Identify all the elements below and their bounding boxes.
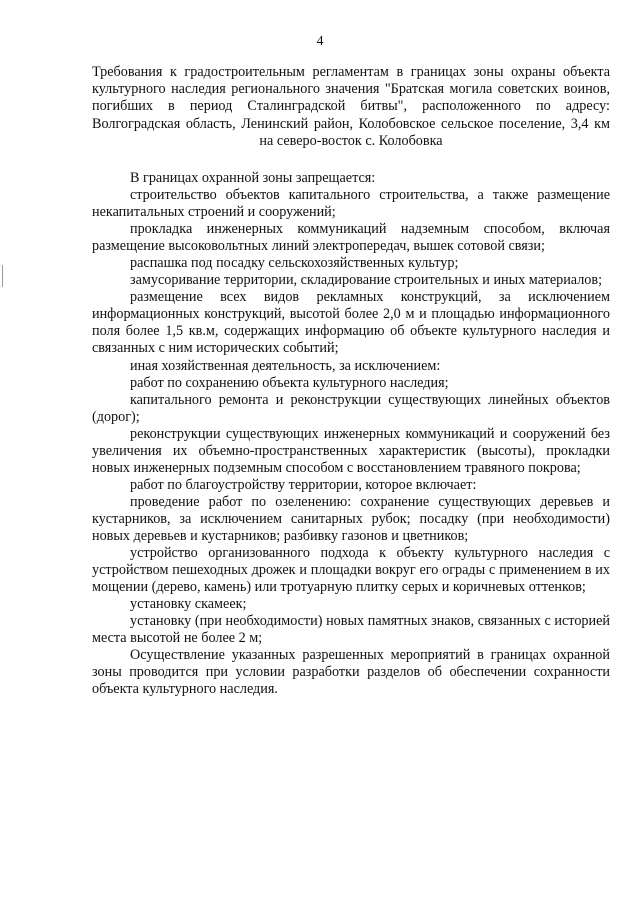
paragraph: В границах охранной зоны запрещается: (130, 170, 376, 186)
paragraph: работ по благоустройству территории, которое включает: (130, 476, 477, 493)
paragraph: замусоривание территории, складирование строительных и иных материалов; (130, 272, 603, 289)
page-number: 4 (316, 34, 324, 49)
paragraph: Осуществление указанных разрешенных мероприятий в границах охранной зоны проводится при условии разработки разделов об обеспечении сохранности объекта культурного наследия. (92, 647, 610, 698)
paragraph: размещение всех видов рекламных конструкций, за исключением информационных конструкций, высотой более 2,0 м и площадью информационного поля более 1,5 кв.м, содержащих информацию об объекте культурного наследия и связанных с ним исторических событий; (92, 289, 610, 357)
paragraph: проведение работ по озеленению: сохранение существующих деревьев и кустарников, за исключением санитарных рубок; посадку (при необходимости) новых деревьев и кустарников; разбивку газонов и цветников; (92, 493, 610, 544)
paragraph: капитального ремонта и реконструкции существующих линейных объектов (дорог); (92, 391, 610, 425)
paragraph: распашка под посадку сельскохозяйственных культур; (130, 255, 459, 272)
paragraph: работ по сохранению объекта культурного наследия; (130, 374, 449, 391)
paragraph: установку (при необходимости) новых памятных знаков, связанных с историей места высотой не более 2 м; (92, 613, 610, 647)
document-body (92, 170, 610, 698)
section-heading: Требования к градостроительным регламентам в границах зоны охраны объекта культурного наследия регионального значения "Братская могила советских воинов, погибших в период Сталинградской битвы", расположенного по адресу: Волгоградская область, Ленинский район, Колобовское сельское поселение, 3,4 км на северо-восток с. Колобовка (92, 64, 610, 149)
scan-margin-mark (2, 265, 3, 287)
paragraph: устройство организованного подхода к объекту культурного наследия с устройством пешеходных дрожек и площадки вокруг его ограды с применением в их мощении (дерево, камень) или тротуарную плитку серых и коричневых оттенков; (92, 545, 610, 596)
paragraph: строительство объектов капитального строительства, а также размещение некапитальных строений и сооружений; (92, 187, 610, 221)
paragraph: реконструкции существующих инженерных коммуникаций и сооружений без увеличения их объемно-пространственных характеристик (высоты), прокладки новых инженерных подземным способом с восстановлением травяного покрова; (92, 425, 610, 476)
paragraph: прокладка инженерных коммуникаций надземным способом, включая размещение высоковольтных линий электропередач, вышек сотовой связи; (92, 221, 610, 255)
paragraph: установку скамеек; (130, 596, 247, 613)
paragraph: иная хозяйственная деятельность, за исключением: (130, 357, 441, 374)
